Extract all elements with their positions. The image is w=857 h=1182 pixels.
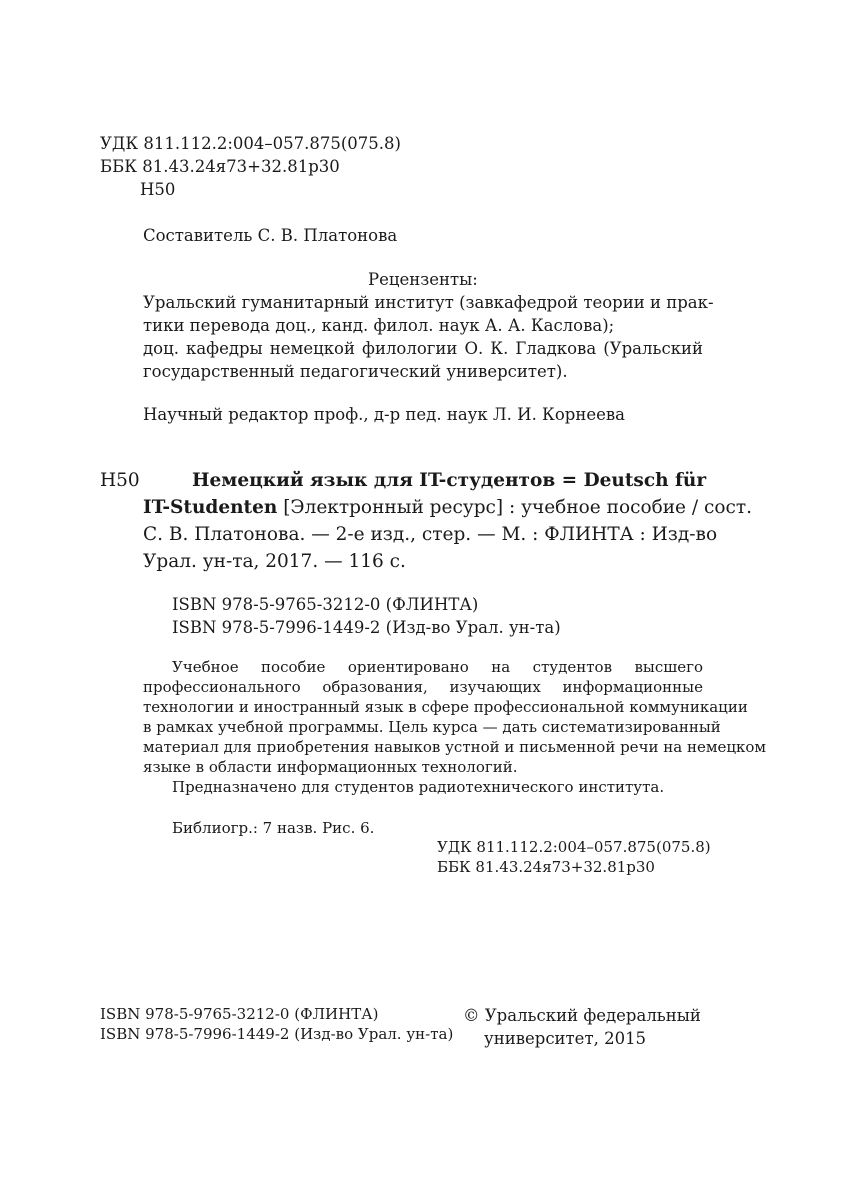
author-mark: Н50 [140, 180, 176, 199]
footer-isbn-flinta: ISBN 978-5-9765-3212-0 (ФЛИНТА) [100, 1005, 379, 1023]
isbn-ural: ISBN 978-5-7996-1449-2 (Изд-во Урал. ун-та) [172, 618, 561, 637]
annotation-line: языке в области информационных технологий. [143, 758, 518, 776]
compiler: Составитель С. В. Платонова [143, 226, 398, 245]
annotation-line: технологии и иностранный язык в сфере профессиональной коммуникации [143, 698, 748, 716]
reviewer-line: доц. кафедры немецкой филологии О. К. Гладкова (Уральский [143, 339, 703, 358]
reviewer-line: государственный педагогический университет). [143, 362, 568, 381]
reviewer-line: Уральский гуманитарный институт (завкафедрой теории и прак- [143, 293, 714, 312]
book-title-cont [143, 494, 752, 521]
bbk-code: ББК 81.43.24я73+32.81р30 [100, 157, 340, 176]
reviewer-line: тики перевода доц., канд. филол. наук А. А. Каслова); [143, 316, 615, 335]
bbk-code-repeat: ББК 81.43.24я73+32.81р30 [437, 858, 655, 876]
resource-type: [Электронный ресурс] : учебное пособие / сост. [283, 497, 752, 518]
edition-info: С. В. Платонова. — 2-е изд., стер. — М. : ФЛИНТА : Изд-во [143, 524, 718, 545]
annotation-line: в рамках учебной программы. Цель курса — дать систематизированный [143, 718, 721, 736]
reviewers-title: Рецензенты: [368, 270, 478, 289]
annotation-line: материал для приобретения навыков устной и письменной речи на немецком [143, 738, 767, 756]
publication-info: Урал. ун-та, 2017. — 116 с. [143, 551, 406, 572]
book-title: Немецкий язык для IT-студентов = Deutsch für [192, 470, 707, 491]
record-mark: Н50 [100, 470, 140, 491]
annotation-line: профессионального образования, изучающих информационные [143, 678, 703, 696]
isbn-flinta: ISBN 978-5-9765-3212-0 (ФЛИНТА) [172, 595, 479, 614]
udk-code-repeat: УДК 811.112.2:004–057.875(075.8) [437, 838, 711, 856]
annotation-purpose: Предназначено для студентов радиотехнического института. [172, 778, 665, 796]
annotation-line: Учебное пособие ориентировано на студентов высшего [172, 658, 703, 676]
copyright-line: © Уральский федеральный [463, 1006, 701, 1025]
udk-code: УДК 811.112.2:004–057.875(075.8) [100, 134, 401, 153]
copyright-line: университет, 2015 [484, 1029, 647, 1048]
footer-isbn-ural: ISBN 978-5-7996-1449-2 (Изд-во Урал. ун-та) [100, 1025, 454, 1043]
bibliography-count: Библиогр.: 7 назв. Рис. 6. [172, 819, 375, 837]
book-title-german: IT-Studenten [143, 497, 278, 518]
scientific-editor: Научный редактор проф., д-р пед. наук Л. И. Корнеева [143, 405, 625, 424]
